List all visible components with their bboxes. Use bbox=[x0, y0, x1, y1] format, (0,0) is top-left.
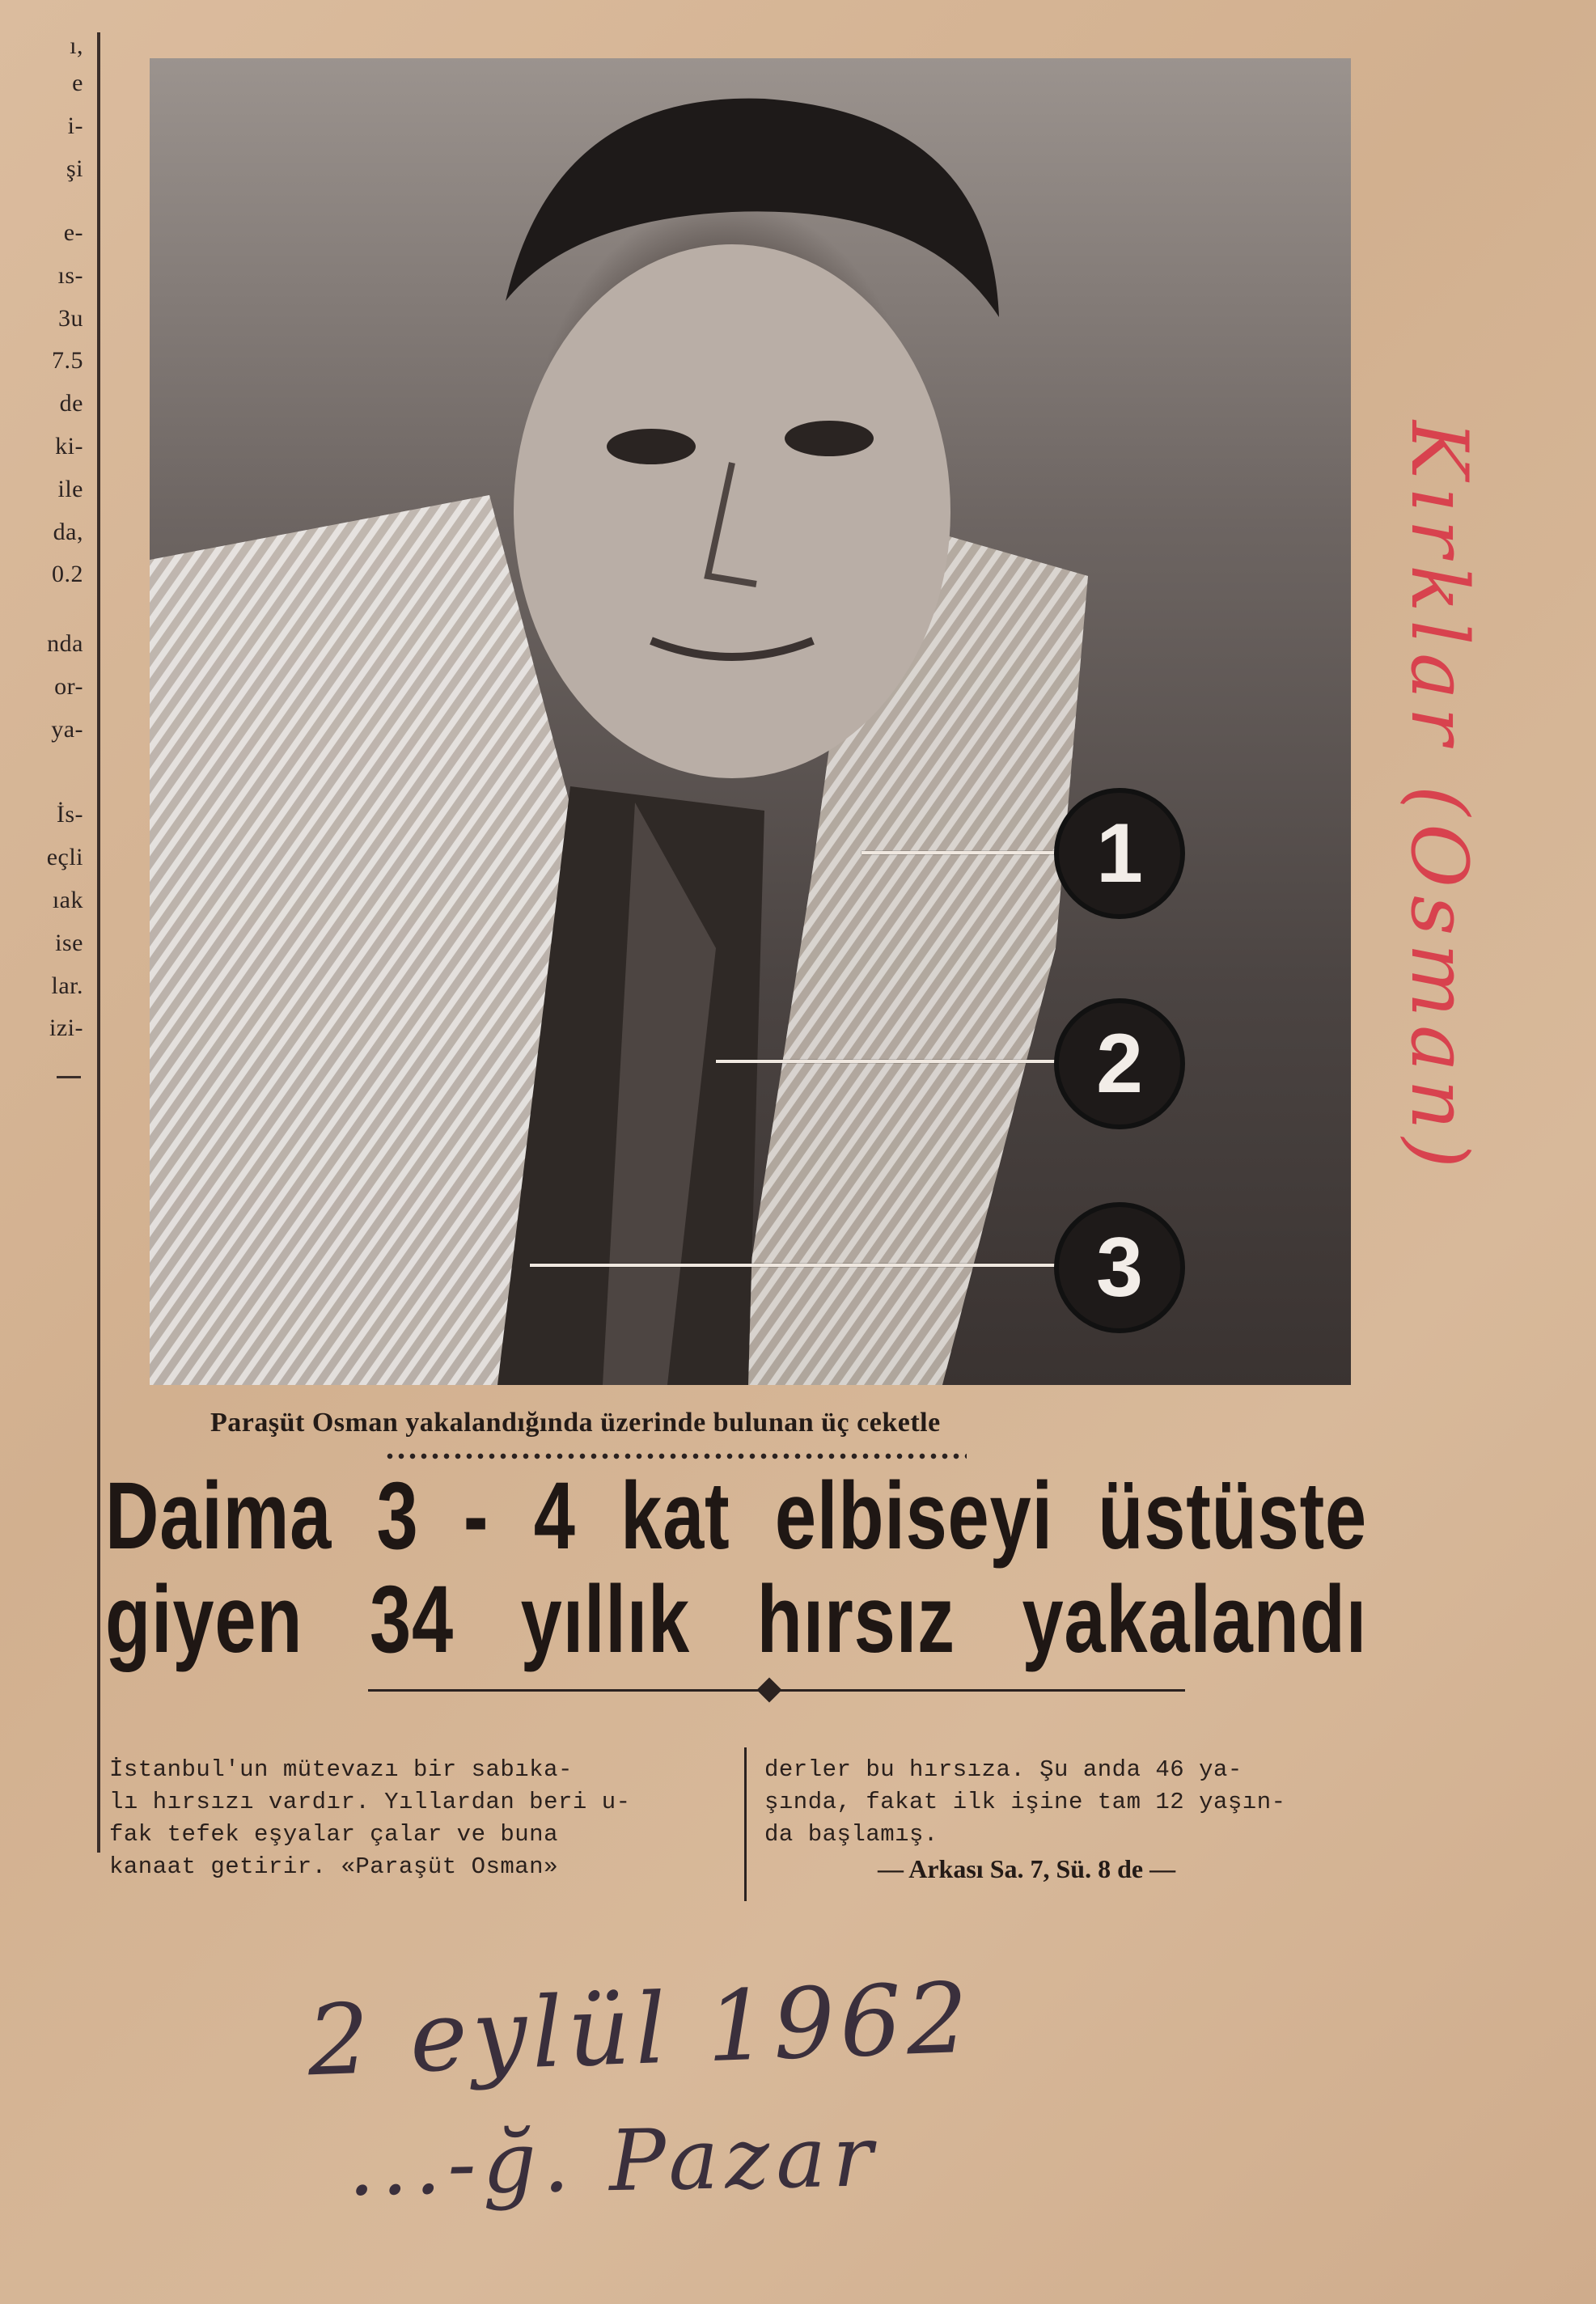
left-column-text-fragment: e bbox=[72, 70, 83, 97]
headline-line-2: giyen 34 yıllık hırsız yakalandı bbox=[105, 1566, 1367, 1673]
left-column-text-fragment: 3u bbox=[58, 304, 83, 332]
body-column-divider bbox=[744, 1747, 747, 1901]
left-column-text-fragment: ile bbox=[57, 475, 83, 502]
dotted-rule bbox=[384, 1452, 967, 1460]
left-column-text-fragment: e- bbox=[63, 219, 83, 246]
news-photo bbox=[150, 58, 1351, 1385]
left-column-text-fragment: 0.2 bbox=[52, 561, 83, 588]
left-column-text-fragment: şi bbox=[66, 155, 83, 182]
left-column-text-fragment: ı, bbox=[70, 32, 83, 59]
left-column-text-fragment: İs- bbox=[56, 801, 83, 828]
continued-note: — Arkası Sa. 7, Sü. 8 de — bbox=[878, 1854, 1176, 1883]
body-text-1: İstanbul'un mütevazı bir sabıka- lı hırsızı vardır. Yıllardan beri u- fak tefek eşyalar çalar ve buna kanaat getirir. «Paraşüt Osman» bbox=[109, 1756, 631, 1880]
left-column-text-fragment: ıak bbox=[52, 887, 83, 913]
column-divider bbox=[97, 32, 100, 1853]
column-end-rule bbox=[57, 1076, 81, 1078]
callout-number-2: 2 bbox=[1054, 998, 1185, 1129]
left-column-text-fragment: ki- bbox=[55, 433, 83, 460]
left-column-fragment bbox=[0, 32, 93, 1076]
left-column-text-fragment: or- bbox=[54, 673, 83, 700]
portrait-illustration bbox=[150, 58, 1351, 1385]
body-column-2 bbox=[764, 1754, 1363, 1851]
handwritten-source: ...-ğ. Pazar bbox=[346, 2107, 880, 2215]
callout-number-1: 1 bbox=[1054, 788, 1185, 919]
headline-line-1: Daima 3 - 4 kat elbiseyi üstüste bbox=[105, 1463, 1367, 1569]
left-column-text-fragment: i- bbox=[67, 112, 83, 139]
left-column-text-fragment: 7.5 bbox=[52, 347, 83, 375]
left-column-text-fragment: ya- bbox=[51, 715, 83, 743]
callout-number-3: 3 bbox=[1054, 1202, 1185, 1333]
body-column-1 bbox=[109, 1754, 732, 1883]
left-column-text-fragment: izi- bbox=[49, 1014, 83, 1042]
left-column-text-fragment: de bbox=[59, 390, 83, 417]
body-text-2: derler bu hırsıza. Şu anda 46 ya- şında, fakat ilk işine tam 12 yaşın- da başlamış. bbox=[764, 1756, 1286, 1848]
headline bbox=[105, 1463, 1367, 1673]
left-column-text-fragment: nda bbox=[47, 630, 83, 658]
left-column-text-fragment: ise bbox=[55, 929, 83, 956]
photo-caption: Paraşüt Osman yakalandığında üzerinde bulunan üç ceketle bbox=[210, 1408, 941, 1438]
handwritten-date: 2 eylül 1962 bbox=[305, 1962, 976, 2099]
left-column-text-fragment: lar. bbox=[51, 972, 83, 999]
left-column-text-fragment: da, bbox=[53, 518, 83, 545]
left-column-text-fragment: eçli bbox=[46, 844, 83, 871]
left-column-text-fragment: ıs- bbox=[57, 261, 83, 289]
handwritten-red-note: Kırklar (Osman) bbox=[1394, 421, 1484, 1176]
